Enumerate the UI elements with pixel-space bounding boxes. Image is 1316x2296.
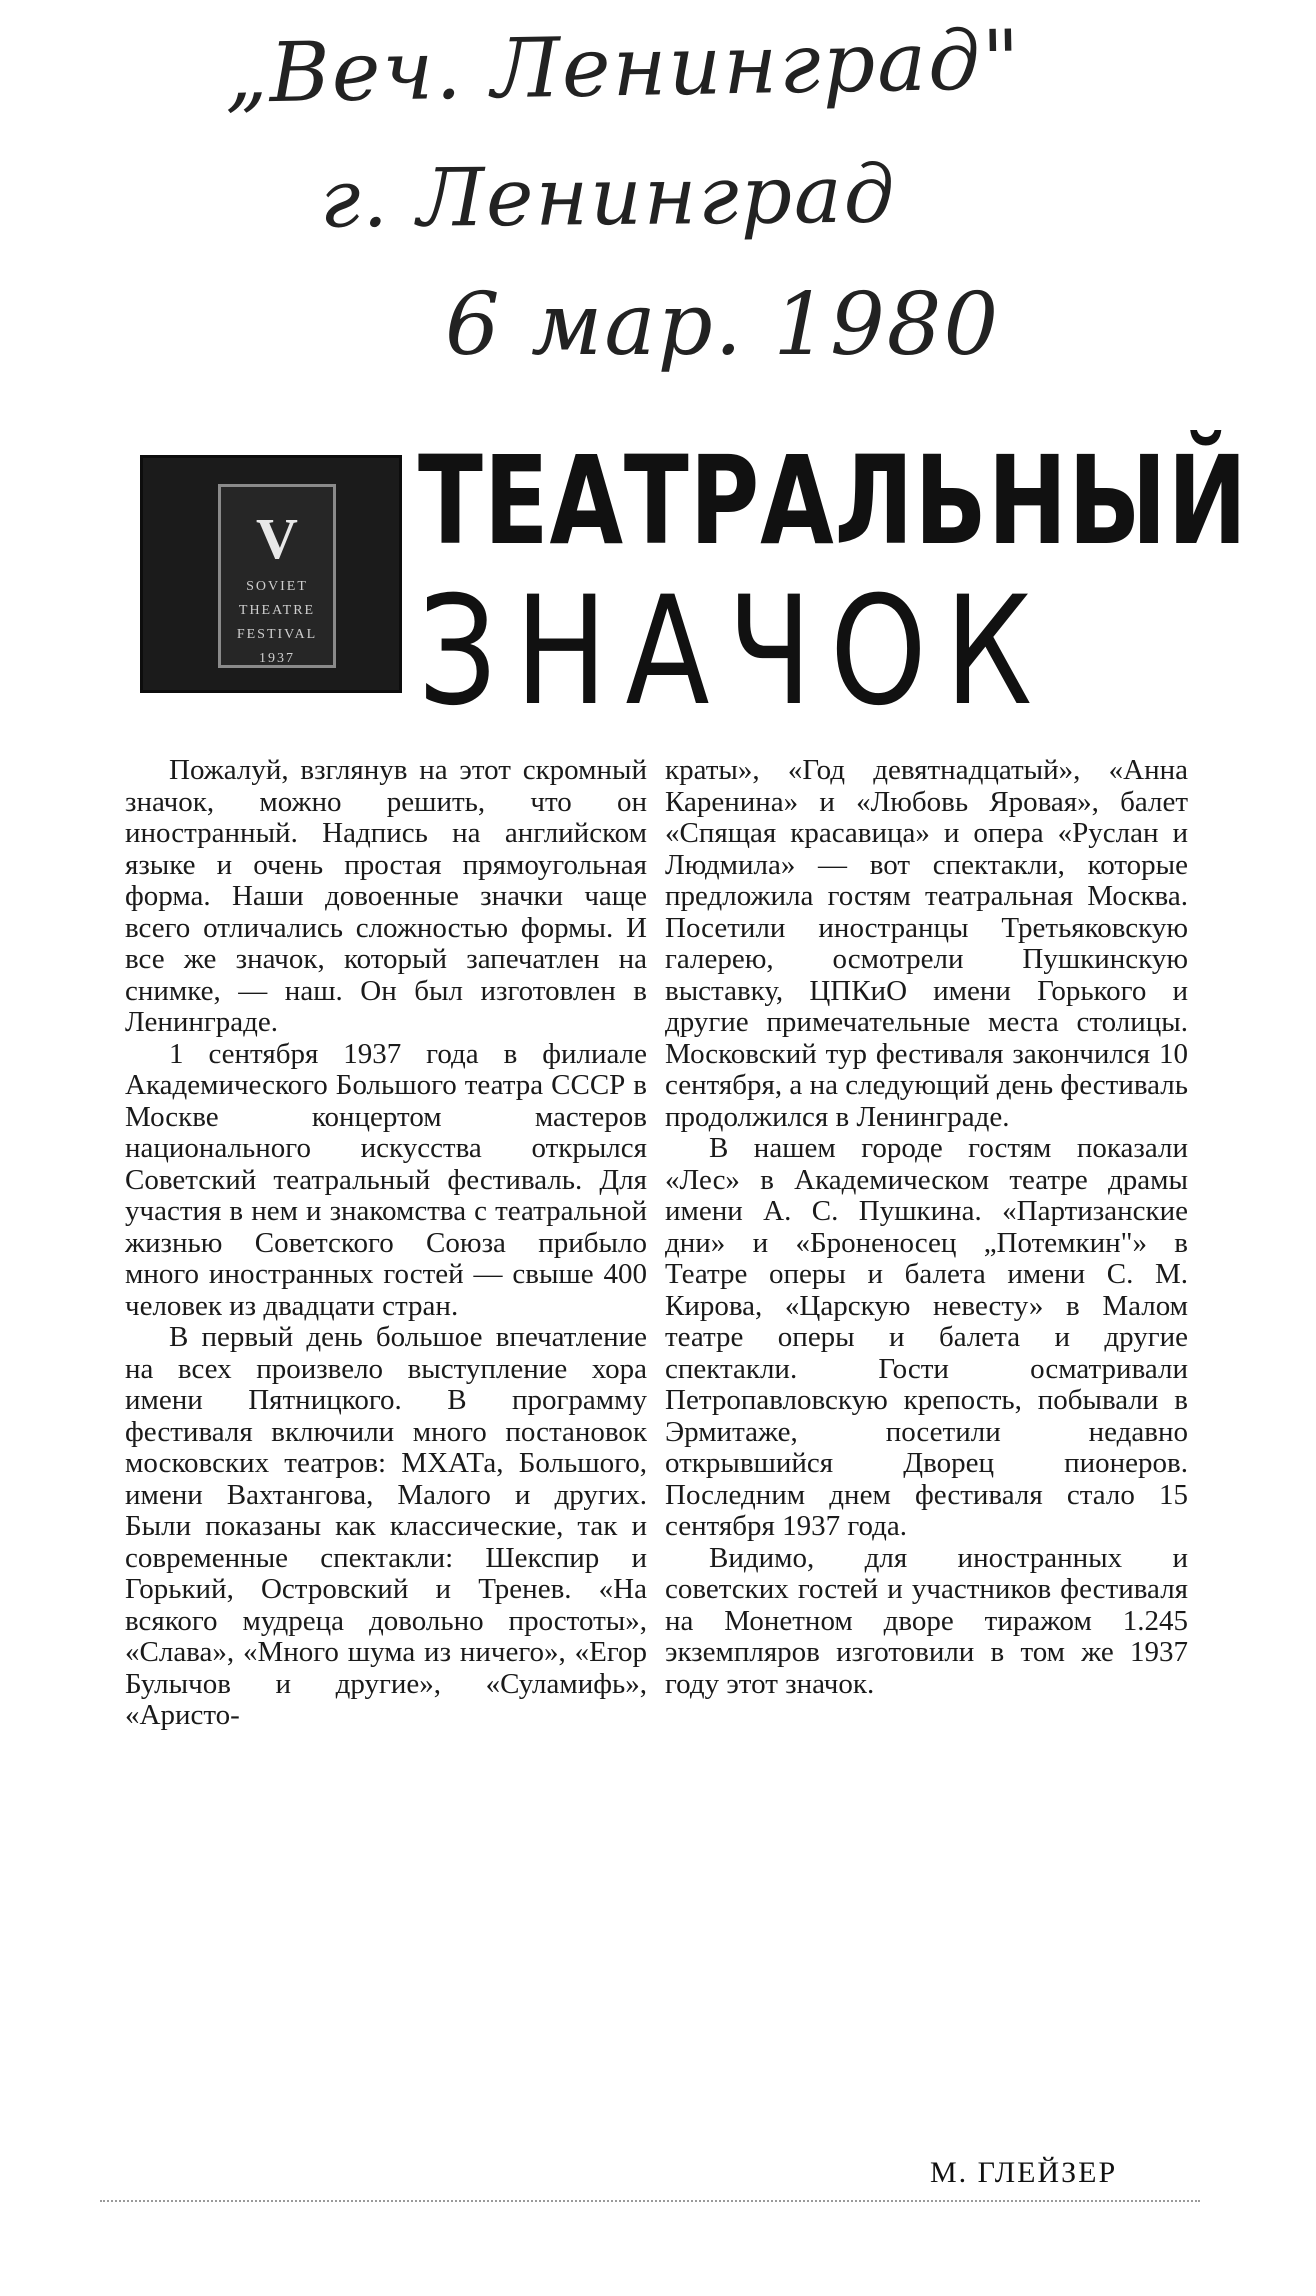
headline-line-1: ТЕАТРАЛЬНЫЙ: [418, 430, 1248, 572]
article-column-left: [125, 755, 647, 1732]
badge-line-3: FESTIVAL: [236, 627, 318, 642]
article-paragraph: Пожалуй, взглянув на этот скромный значок, можно решить, что он иностранный. Надпись на английском языке и очень простая прямоугольная форма. Наши довоенные значки чаще всего отличались сложностью формы. И все же значок, который запечатлен на снимке, — наш. Он был изготовлен в Ленинграде.: [125, 754, 647, 1038]
badge-line-2: THEATRE: [238, 603, 316, 618]
clipping-bottom-rule: [100, 2200, 1200, 2202]
badge-photo: [140, 455, 402, 693]
badge-roman-numeral: V: [256, 506, 298, 571]
badge-line-1: SOVIET: [246, 579, 308, 594]
article-paragraph: Видимо, для иностранных и советских гостей и участников фестиваля на Монетном дворе тиражом 1.245 экземпляров изготовили в том же 1937 году этот значок.: [665, 1541, 1188, 1700]
headline-line-2: ЗНАЧОК: [418, 565, 1051, 739]
article-paragraph: В нашем городе гостям показали «Лес» в Академическом театре драмы имени А. С. Пушкина. «Партизанские дни» и «Броненосец „Потемкин"» в Театре оперы и балета имени С. М. Кирова, «Царскую невесту» в Малом театре оперы и балета и другие спектакли. Гости осматривали Петропавловскую крепость, побывали в Эрмитаже, посетили недавно открывшийся Дворец пионеров. Последним днем фестиваля стало 15 сентября 1937 года.: [665, 1132, 1188, 1542]
article-paragraph: В первый день большое впечатление на всех произвело выступление хора имени Пятницкого. В программу фестиваля включили много постановок московских театров: МХАТа, Большого, имени Вахтангова, Малого и других. Были показаны как классические, так и современные спектакли: Шекспир и Горький, Островский и Тренев. «На всякого мудреца довольно простоты», «Слава», «Много шума из ничего», «Егор Булычов и другие», «Суламифь», «Аристо-: [125, 1321, 647, 1731]
article-paragraph: 1 сентября 1937 года в филиале Академического Большого театра СССР в Москве концертом мастеров национального искусства открылся Советский театральный фестиваль. Для участия в нем и знакомства с театральной жизнью Советского Союза прибыло много иностранных гостей — свыше 400 человек из двадцати стран.: [125, 1037, 647, 1322]
author-signature: М. ГЛЕЙЗЕР: [930, 2156, 1118, 2189]
handwritten-source: „Веч. Ленинград": [224, 13, 1023, 122]
handwritten-city: г. Ленинград: [319, 147, 897, 246]
handwritten-date: 6 мар. 1980: [445, 275, 1001, 375]
badge-line-4: 1937: [259, 651, 295, 666]
badge-emblem: [218, 484, 336, 668]
article-column-right: [665, 755, 1188, 1700]
article-paragraph-continued: краты», «Год девятнадцатый», «Анна Каренина» и «Любовь Яровая», балет «Спящая красавица» и опера «Руслан и Людмила» — вот спектакли, которые предложила гостям театральная Москва. Посетили иностранцы Третьяковскую галерею, осмотрели Пушкинскую выставку, ЦПКиО имени Горького и другие примечательные места столицы. Московский тур фестиваля закончился 10 сентября, а на следующий день фестиваль продолжился в Ленинграде.: [665, 754, 1188, 1133]
